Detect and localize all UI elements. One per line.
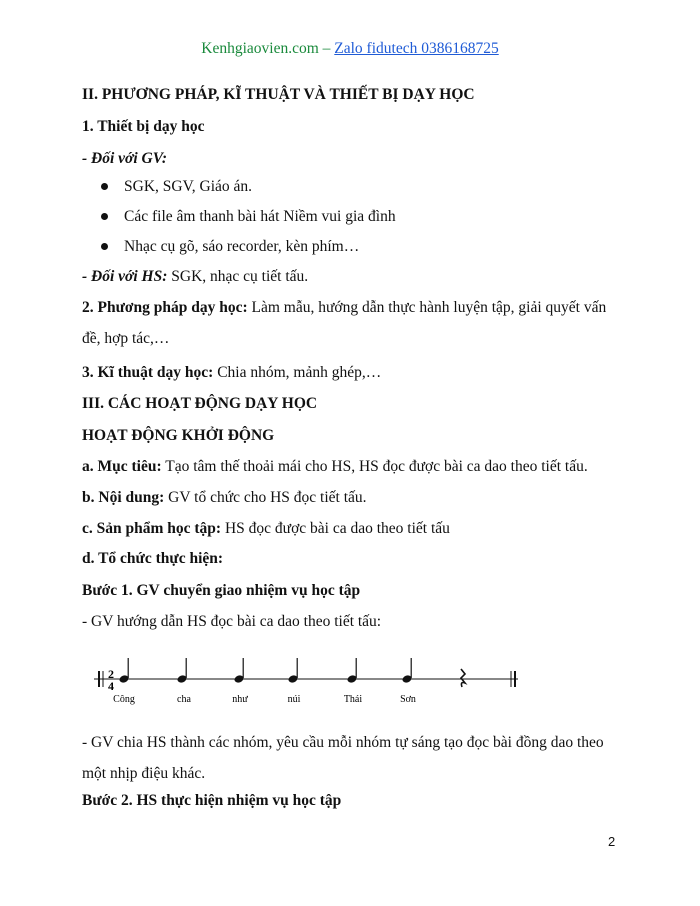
quarter-note: [402, 658, 413, 684]
quarter-note: [347, 658, 358, 684]
lyric-syllable: Công: [113, 694, 135, 705]
goal-text: Tạo tâm thế thoải mái cho HS, HS đọc được bài ca dao theo tiết tấu.: [161, 458, 588, 475]
techniques-text: Chia nhóm, mảnh ghép,…: [213, 364, 382, 381]
step-2-heading: Bước 2. HS thực hiện nhiệm vụ học tập: [82, 792, 342, 809]
activity-heading: HOẠT ĐỘNG KHỞI ĐỘNG: [82, 427, 275, 444]
equipment-heading: 1. Thiết bị dạy học: [82, 118, 205, 135]
header-contact-link[interactable]: Zalo fidutech 0386168725: [334, 40, 499, 57]
quarter-rest-icon: [461, 669, 465, 687]
student-text: SGK, nhạc cụ tiết tấu.: [167, 268, 309, 285]
list-item: Các file âm thanh bài hát Niềm vui gia đình: [82, 206, 396, 236]
teacher-equipment-list: [82, 176, 396, 266]
lyric-syllable: Thái: [343, 694, 363, 705]
methods-label: 2. Phương pháp dạy học:: [82, 299, 248, 316]
product-text: HS đọc được bài ca dao theo tiết tấu: [221, 520, 450, 537]
content-line: [82, 487, 367, 509]
teacher-label: - Đối với GV:: [82, 150, 168, 167]
organization-label: d. Tổ chức thực hiện:: [82, 550, 224, 567]
bullet-icon: [101, 243, 108, 250]
quarter-note: [234, 658, 245, 684]
lyric-syllable: Sơn: [400, 694, 416, 705]
quarter-note: [177, 658, 188, 684]
goal-line: [82, 456, 588, 478]
page-header: [0, 40, 700, 58]
quarter-note: [288, 658, 299, 684]
lyric-syllable: cha: [177, 694, 191, 705]
methods-paragraph: [82, 292, 622, 354]
bullet-icon: [101, 183, 108, 190]
student-equipment: [82, 266, 308, 288]
time-signature-bottom: 4: [108, 679, 114, 693]
goal-label: a. Mục tiêu:: [82, 458, 162, 475]
step-1-text: - GV hướng dẫn HS đọc bài ca dao theo tiết tấu:: [82, 613, 382, 630]
techniques-line: [82, 362, 381, 384]
product-label: c. Sản phẩm học tập:: [82, 520, 222, 537]
lyric-syllable: núi: [287, 694, 301, 705]
section-3-heading: III. CÁC HOẠT ĐỘNG DẠY HỌC: [82, 395, 318, 412]
header-site: Kenhgiaovien.com: [201, 40, 319, 57]
quarter-note: [119, 658, 130, 684]
time-signature-top: 2: [108, 667, 114, 681]
lyric-syllable: như: [232, 694, 248, 705]
bullet-icon: [101, 213, 108, 220]
group-task-paragraph: - GV chia HS thành các nhóm, yêu cầu mỗi nhóm tự sáng tạo đọc bài đồng dao theo một nhịp điệu khác.: [82, 734, 604, 782]
methods-text: Làm mẫu, hướng dẫn thực hành luyện tập, giải quyết vấn đề, hợp tác,…: [82, 299, 607, 347]
list-item: Nhạc cụ gõ, sáo recorder, kèn phím…: [82, 236, 396, 266]
student-label: - Đối với HS:: [82, 268, 168, 285]
list-item: SGK, SGV, Giáo án.: [82, 176, 396, 206]
header-separator: –: [318, 40, 335, 57]
content-text: GV tổ chức cho HS đọc tiết tấu.: [164, 489, 367, 506]
product-line: [82, 518, 450, 540]
section-2-heading: II. PHƯƠNG PHÁP, KĨ THUẬT VÀ THIẾT BỊ DẠY HỌC: [82, 86, 475, 103]
step-1-heading: Bước 1. GV chuyển giao nhiệm vụ học tập: [82, 582, 361, 599]
page-number: 2: [608, 834, 616, 849]
rhythm-notation: [90, 650, 530, 710]
content-label: b. Nội dung:: [82, 489, 165, 506]
techniques-label: 3. Kĩ thuật dạy học:: [82, 364, 214, 381]
